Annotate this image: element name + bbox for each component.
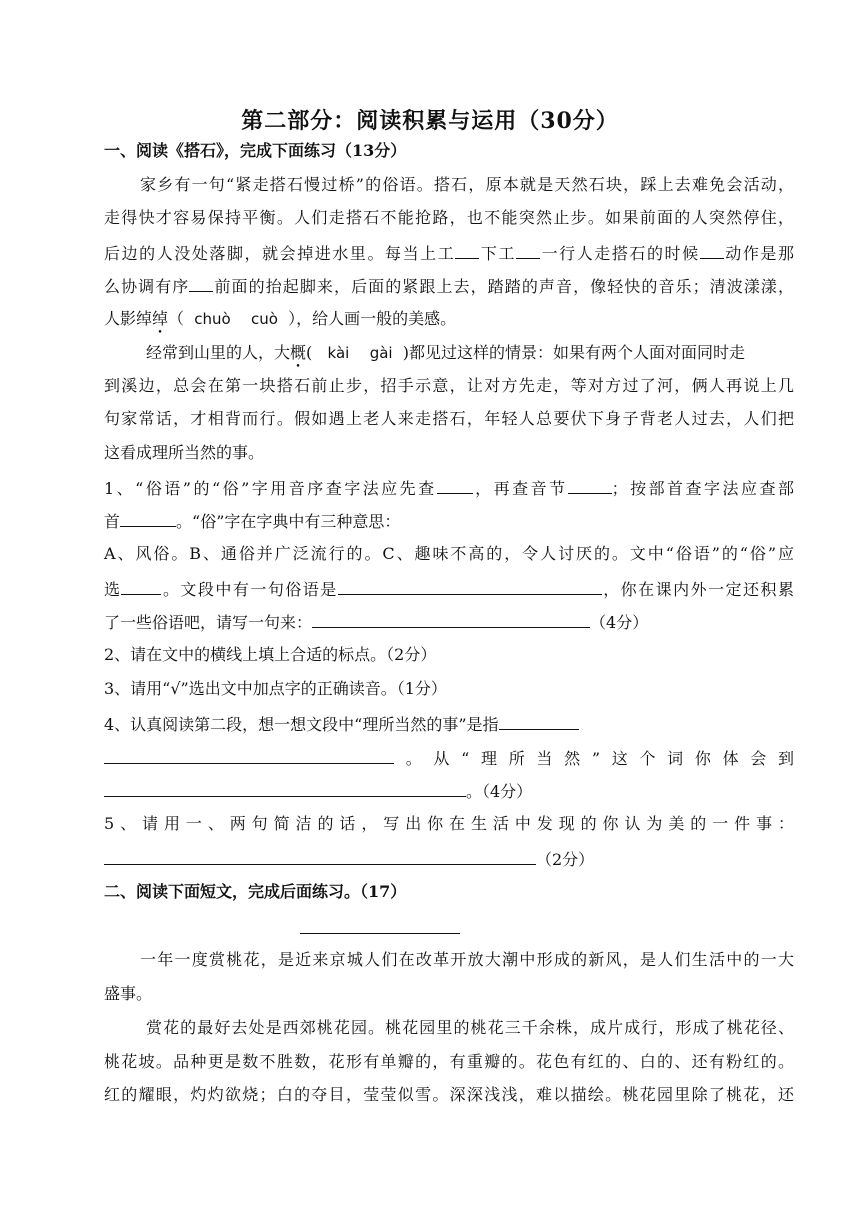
passage2-line1: 一年一度赏桃花，是近来京城人们在改革开放大潮中形成的新风，是人们生活中的一大	[140, 950, 794, 969]
answer-blank[interactable]	[312, 611, 590, 628]
answer-blank[interactable]	[437, 477, 473, 494]
passage2-line3: 赏花的最好去处是西郊桃花园。桃花园里的桃花三千余株，成片成行，形成了桃花径、	[146, 1018, 794, 1037]
passage1-line9: 这看成理所当然的事。	[104, 443, 265, 462]
passage1-line8: 句家常话，才相背而行。假如遇上老人来走搭石，年轻人总要伏下身子背老人过去，人们把	[104, 409, 794, 428]
question1-line3: A、风俗。B、通俗并广泛流行的。C、趣味不高的，令人讨厌的。文中“俗语”的“俗”应	[104, 544, 794, 563]
section1-heading: 一、阅读《搭石》，完成下面练习（13分）	[104, 141, 407, 160]
answer-blank[interactable]	[568, 477, 612, 494]
pinyin-option-1[interactable]: kài	[327, 344, 350, 362]
answer-blank[interactable]	[104, 780, 466, 797]
question1-line2: 首 。“俗”字在字典中有三种意思：	[104, 512, 401, 531]
passage1-line7: 到溪边，总会在第一块搭石前止步，招手示意，让对方先走，等对方过了河，俩人再说上几	[104, 376, 794, 395]
punctuation-blank[interactable]	[189, 275, 213, 292]
title-blank[interactable]	[300, 932, 460, 934]
passage1-line4: 么协调有序 前面的抬起脚来，后面的紧跟上去，踏踏的声音，像轻快的音乐；清波漾漾，	[104, 277, 794, 296]
passage2-line4: 桃花坡。品种更是数不胜数，花形有单瓣的，有重瓣的。花色有红的、白的、还有粉红的。	[104, 1052, 794, 1071]
passage1-line2: 走得快才容易保持平衡。人们走搭石不能抢路，也不能突然止步。如果前面的人突然停住，	[104, 208, 794, 227]
question3: 3、请用“√”选出文中加点字的正确读音。（1分）	[104, 679, 447, 698]
punctuation-blank[interactable]	[516, 242, 540, 259]
dotted-character: 概	[290, 343, 307, 362]
passage1-line5: 人影绰绰（ chuò cuò ），给人画一般的美感。	[104, 309, 457, 328]
passage1-line3: 后边的人没处落脚，就会掉进水里。每当上工 下工 一行人走搭石的时候 动作是那	[104, 244, 794, 263]
question2: 2、请在文中的横线上填上合适的标点。（2分）	[104, 645, 437, 664]
passage2-line5: 红的耀眼，灼灼欲烧；白的夺目，莹莹似雪。深深浅浅，难以描绘。桃花园里除了桃花，还	[104, 1085, 794, 1104]
answer-blank[interactable]	[104, 848, 536, 865]
question1-line1: 1、“俗语”的“俗”字用音序查字法应先查 ，再查音节 ；按部首查字法应查部	[104, 479, 794, 498]
passage1-line1: 家乡有一句“紧走搭石慢过桥”的俗语。搭石，原本就是天然石块，踩上去难免会活动，	[140, 175, 794, 194]
dotted-character: 绰	[152, 309, 169, 328]
punctuation-blank[interactable]	[700, 242, 724, 259]
pinyin-option-1[interactable]: chuò	[194, 310, 231, 328]
pinyin-option-2[interactable]: cuò	[251, 310, 278, 328]
question5-line2: （2分）	[104, 848, 794, 870]
answer-blank[interactable]	[499, 713, 579, 730]
answer-blank[interactable]	[338, 578, 602, 595]
section2-heading: 二、阅读下面短文，完成后面练习。（17）	[104, 882, 407, 901]
question1-line5: 了一些俗语吧，请写一句来： （4分）	[104, 613, 649, 632]
question1-line4: 选 。文段中有一句俗语是 ，你在课内外一定还积累	[104, 580, 794, 599]
punctuation-blank[interactable]	[455, 242, 479, 259]
question4-line2: 。从“理所当然”这个词你体会到	[104, 747, 794, 769]
question4-line1: 4、认真阅读第二段，想一想文段中“理所当然的事”是指	[104, 713, 794, 735]
answer-blank[interactable]	[120, 510, 176, 527]
passage2-line2: 盛事。	[104, 984, 153, 1003]
question5-line1: 5、请用一、两句简洁的话，写出你在生活中发现的你认为美的一件事：	[104, 814, 794, 833]
question4-line3: 。（4分）	[104, 780, 794, 802]
answer-blank[interactable]	[121, 578, 161, 595]
page-title: 第二部分：阅读积累与运用（30分）	[241, 108, 619, 134]
passage1-line6: 经常到山里的人，大概( kài gài )都见过这样的情景：如果有两个人面对面同时走	[146, 343, 745, 362]
answer-blank[interactable]	[104, 747, 394, 764]
pinyin-option-2[interactable]: gài	[369, 344, 393, 362]
